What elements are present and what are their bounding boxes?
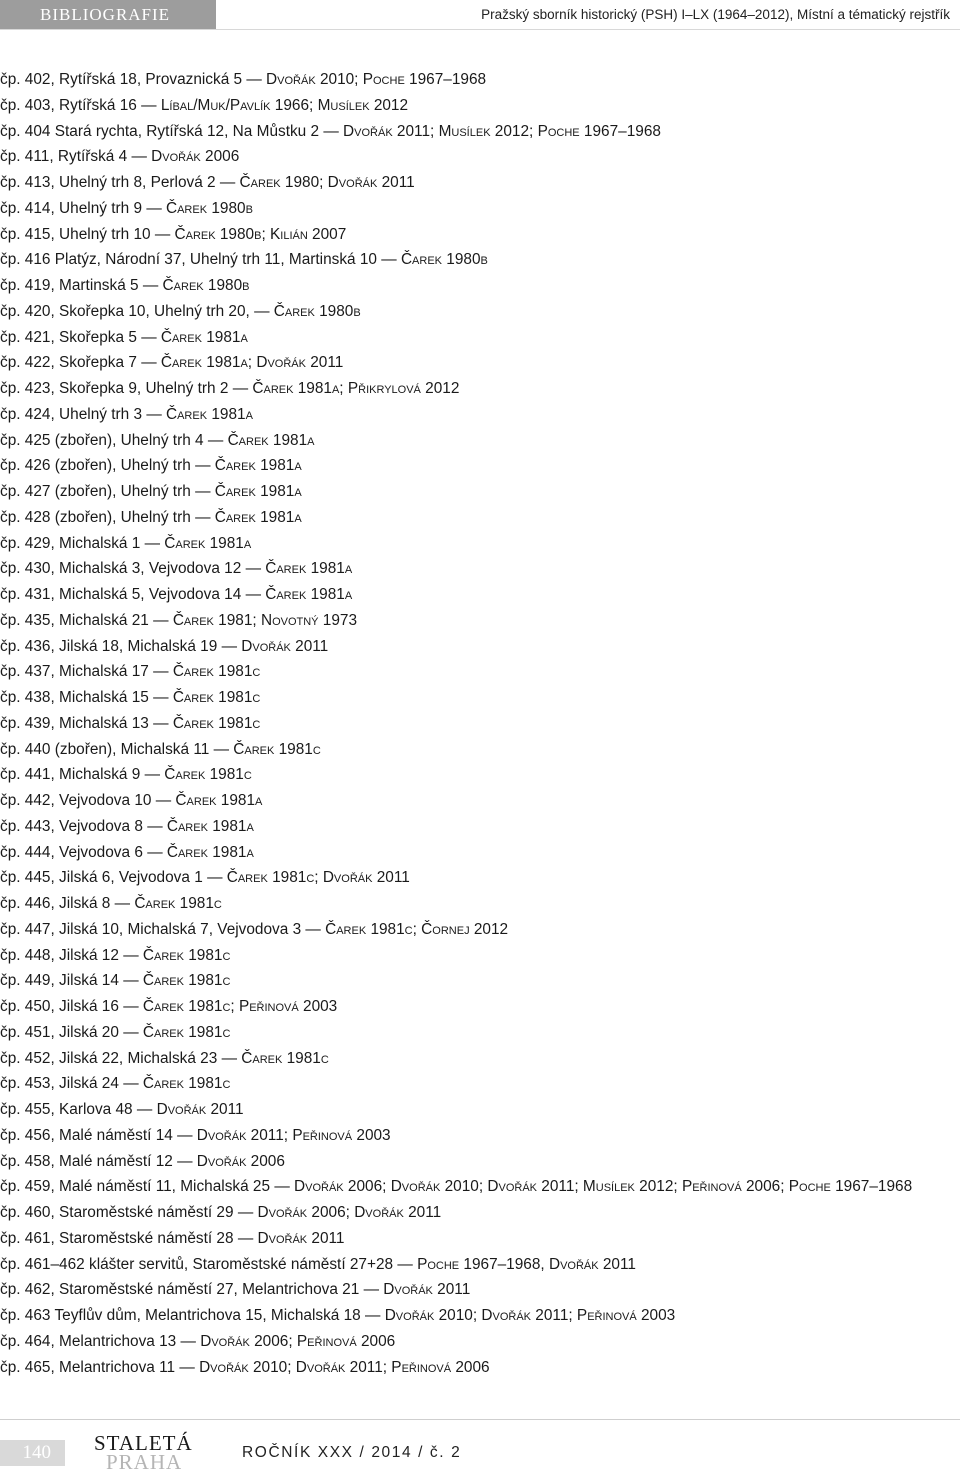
logo-line-praha: PRAHA xyxy=(106,1450,183,1474)
entry-sources: Dvořák 2006; Peřinová 2006 xyxy=(200,1332,396,1350)
entry-location: čp. 444, Vejvodova 6 xyxy=(0,843,143,861)
entry-dash: — xyxy=(123,972,139,990)
entry-dash: — xyxy=(245,560,261,578)
index-entry xyxy=(0,609,357,633)
entry-dash: — xyxy=(144,766,160,784)
entry-location: čp. 453, Jilská 24 xyxy=(0,1075,119,1093)
entry-location: čp. 459, Malé náměstí 11, Michalská 25 xyxy=(0,1178,271,1196)
entry-location: čp. 426 (zbořen), Uhelný trh xyxy=(0,457,191,475)
index-entry xyxy=(0,1175,912,1199)
entry-location: čp. 461, Staroměstské náměstí 28 xyxy=(0,1229,234,1247)
entry-dash: — xyxy=(179,1358,195,1376)
index-entry xyxy=(0,377,459,401)
entry-location: čp. 423, Skořepka 9, Uhelný trh 2 xyxy=(0,380,229,397)
section-label: BIBLIOGRAFIE xyxy=(0,0,216,29)
entry-dash: — xyxy=(131,148,147,166)
entry-dash: — xyxy=(123,1075,139,1093)
entry-sources: Čarek 1981a xyxy=(227,431,315,449)
entry-location: čp. 411, Rytířská 4 xyxy=(0,148,128,166)
entry-sources: Dvořák 2010; Dvořák 2011; Peřinová 2003 xyxy=(384,1307,676,1324)
entry-dash: — xyxy=(237,1229,254,1247)
entry-dash: — xyxy=(363,1281,379,1299)
entry-location: čp. 416 Platýz, Národní 37, Uhelný trh 11, Martinská 10 xyxy=(0,251,377,269)
entry-location: čp. 461–462 klášter servitů, Staroměstské náměstí 27+28 xyxy=(0,1255,394,1273)
index-entry xyxy=(0,532,251,556)
entry-dash: — xyxy=(144,534,160,552)
entry-location: čp. 451, Jilská 20 xyxy=(0,1023,119,1041)
entry-sources: Poche 1967–1968, Dvořák 2011 xyxy=(417,1255,636,1273)
page-number: 140 xyxy=(0,1440,65,1466)
entry-sources: Dvořák 2010; Dvořák 2011; Peřinová 2006 xyxy=(199,1358,490,1376)
index-entry xyxy=(0,274,249,298)
index-entry xyxy=(0,1072,230,1096)
entry-dash: — xyxy=(177,1126,193,1144)
entry-location: čp. 442, Vejvodova 10 xyxy=(0,792,152,809)
entry-sources: Čarek 1981c xyxy=(142,972,231,990)
entry-location: čp. 419, Martinská 5 xyxy=(0,277,139,294)
index-entry xyxy=(0,171,415,195)
index-entry xyxy=(0,892,222,916)
entry-sources: Čarek 1981a xyxy=(164,534,252,552)
entry-dash: — xyxy=(221,637,237,655)
entry-dash: — xyxy=(123,998,139,1015)
entry-dash: — xyxy=(323,122,339,140)
entry-sources: Čarek 1981a xyxy=(214,457,302,475)
entry-sources: Čarek 1980b xyxy=(400,251,488,269)
entry-location: čp. 458, Malé náměstí 12 xyxy=(0,1152,173,1170)
entry-dash: — xyxy=(123,1023,139,1041)
entry-sources: Čarek 1980; Dvořák 2011 xyxy=(239,174,415,191)
entry-dash: — xyxy=(141,96,157,114)
entry-location: čp. 443, Vejvodova 8 xyxy=(0,817,143,835)
index-entry xyxy=(0,300,361,324)
entry-location: čp. 429, Michalská 1 xyxy=(0,534,141,552)
entry-location: čp. 424, Uhelný trh 3 xyxy=(0,405,143,423)
entry-dash: — xyxy=(195,457,211,475)
entry-sources: Dvořák 2006 xyxy=(151,148,240,166)
index-entry xyxy=(0,403,253,427)
entry-dash: — xyxy=(237,1204,254,1221)
index-entry xyxy=(0,351,343,375)
entry-sources: Čarek 1981a xyxy=(166,843,254,861)
entry-sources: Čarek 1981c; Dvořák 2011 xyxy=(226,869,410,887)
entry-dash: — xyxy=(381,251,397,269)
entry-sources: Dvořák 2006; Dvořák 2011 xyxy=(257,1204,442,1221)
entry-location: čp. 440 (zbořen), Michalská 11 xyxy=(0,740,210,758)
entry-dash: — xyxy=(177,1152,193,1170)
index-entry xyxy=(0,197,253,221)
issue-label: ROČNÍK XXX / 2014 / č. 2 xyxy=(242,1444,462,1461)
index-entry xyxy=(0,815,254,839)
entry-location: čp. 431, Michalská 5, Vejvodova 14 xyxy=(0,586,242,603)
entry-location: čp. 439, Michalská 13 xyxy=(0,714,149,732)
entry-location: čp. 447, Jilská 10, Michalská 7, Vejvodova 3 xyxy=(0,920,302,938)
header-bar xyxy=(0,0,960,30)
entry-sources: Čarek 1981c xyxy=(142,1023,231,1041)
entry-sources: Dvořák 2011; Peřinová 2003 xyxy=(196,1126,391,1144)
index-entry xyxy=(0,429,314,453)
entry-sources: Čarek 1981a xyxy=(175,792,263,809)
entry-dash: — xyxy=(141,354,157,372)
entry-location: čp. 421, Skořepka 5 xyxy=(0,328,137,346)
running-title: Pražský sborník historický (PSH) I–LX (1964–2012), Místní a tématický rejstřík xyxy=(481,7,950,22)
entry-location: čp. 425 (zbořen), Uhelný trh 4 xyxy=(0,431,204,449)
entry-sources: Dvořák 2010; Poche 1967–1968 xyxy=(266,71,487,88)
entry-dash: — xyxy=(146,405,162,423)
entry-dash: — xyxy=(195,508,211,526)
entry-location: čp. 441, Michalská 9 xyxy=(0,766,141,784)
entry-sources: Čarek 1981c xyxy=(142,946,231,964)
entry-dash: — xyxy=(246,71,262,88)
index-entry xyxy=(0,1150,285,1174)
entry-dash: — xyxy=(136,1101,153,1118)
entry-sources: Čarek 1980b xyxy=(165,199,253,217)
entry-sources: Čarek 1981a xyxy=(265,560,353,578)
entry-sources: Dvořák 2011 xyxy=(241,637,329,655)
entry-sources: Čarek 1981a xyxy=(214,483,302,500)
entry-dash: — xyxy=(114,895,131,912)
entry-location: čp. 414, Uhelný trh 9 xyxy=(0,199,143,217)
index-entry xyxy=(0,326,248,350)
entry-location: čp. 402, Rytířská 18, Provaznická 5 xyxy=(0,71,243,88)
entry-location: čp. 413, Uhelný trh 8, Perlová 2 xyxy=(0,174,216,191)
entry-location: čp. 430, Michalská 3, Vejvodova 12 xyxy=(0,560,242,578)
entry-dash: — xyxy=(153,663,169,681)
entry-sources: Čarek 1981c xyxy=(172,689,261,706)
index-entry xyxy=(0,1021,230,1045)
entry-sources: Čarek 1981c; Peřinová 2003 xyxy=(142,998,338,1015)
index-entry xyxy=(0,969,230,993)
entry-sources: Čarek 1981a xyxy=(265,586,353,603)
entry-location: čp. 460, Staroměstské náměstí 29 xyxy=(0,1204,234,1221)
index-entry xyxy=(0,145,239,169)
entry-location: čp. 446, Jilská 8 xyxy=(0,895,111,912)
entry-dash: — xyxy=(147,817,163,835)
entry-sources: Čarek 1980b; Kilián 2007 xyxy=(174,225,347,243)
entry-location: čp. 456, Malé náměstí 14 xyxy=(0,1126,173,1144)
entry-sources: Čarek 1981a xyxy=(166,817,254,835)
entry-dash: — xyxy=(155,792,172,809)
entry-sources: Čarek 1981c xyxy=(172,663,261,681)
index-entry xyxy=(0,635,328,659)
entry-location: čp. 464, Melantrichova 13 xyxy=(0,1332,177,1350)
index-entry xyxy=(0,120,661,144)
entry-sources: Dvořák 2011; Musílek 2012; Poche 1967–1968 xyxy=(343,122,661,140)
index-entry xyxy=(0,1330,395,1354)
index-entry xyxy=(0,944,230,968)
entry-sources: Líbal/Muk/Pavlík 1966; Musílek 2012 xyxy=(160,96,409,114)
index-entry xyxy=(0,841,254,865)
entry-location: čp. 449, Jilská 14 xyxy=(0,972,119,990)
index-entry xyxy=(0,763,252,787)
index-entry xyxy=(0,480,302,504)
entry-sources: Čarek 1981c; Čornej 2012 xyxy=(325,920,509,938)
index-entry xyxy=(0,660,260,684)
entry-dash: — xyxy=(305,920,321,938)
index-entry xyxy=(0,1253,636,1277)
index-entry xyxy=(0,506,302,530)
entry-sources: Dvořák 2011 xyxy=(156,1101,244,1118)
staleta-praha-logo xyxy=(94,1432,220,1472)
entry-location: čp. 427 (zbořen), Uhelný trh xyxy=(0,483,191,500)
footer-divider xyxy=(0,1419,960,1420)
entry-dash: — xyxy=(232,380,249,397)
entry-sources: Čarek 1981c xyxy=(241,1049,329,1067)
index-entry xyxy=(0,248,488,272)
index-entry xyxy=(0,866,410,890)
entry-location: čp. 462, Staroměstské náměstí 27, Melantrichova 21 xyxy=(0,1281,360,1299)
index-entry xyxy=(0,557,352,581)
index-entry xyxy=(0,1201,441,1225)
entry-sources: Dvořák 2006; Dvořák 2010; Dvořák 2011; Musílek 2012; Peřinová 2006; Poche 1967–1968 xyxy=(294,1178,913,1196)
index-entry xyxy=(0,94,408,118)
entry-sources: Čarek 1981c xyxy=(233,740,321,758)
entry-dash: — xyxy=(207,869,223,887)
entry-sources: Čarek 1981a xyxy=(214,508,302,526)
entry-sources: Čarek 1980b xyxy=(162,277,250,294)
entry-sources: Čarek 1981a xyxy=(160,328,248,346)
entry-location: čp. 455, Karlova 48 xyxy=(0,1101,133,1118)
entry-location: čp. 422, Skořepka 7 xyxy=(0,354,137,372)
entry-location: čp. 420, Skořepka 10, Uhelný trh 20, xyxy=(0,302,250,320)
entry-dash: — xyxy=(245,586,261,603)
entry-sources: Dvořák 2006 xyxy=(196,1152,285,1170)
index-entry xyxy=(0,738,321,762)
entry-dash: — xyxy=(254,302,270,320)
entry-location: čp. 463 Teyflův dům, Melantrichova 15, Michalská 18 xyxy=(0,1307,361,1324)
entry-location: čp. 445, Jilská 6, Vejvodova 1 xyxy=(0,869,203,887)
index-entry xyxy=(0,454,302,478)
index-entry xyxy=(0,712,260,736)
entry-dash: — xyxy=(123,946,139,964)
entry-sources: Dvořák 2011 xyxy=(257,1229,345,1247)
entry-location: čp. 428 (zbořen), Uhelný trh xyxy=(0,508,191,526)
entry-dash: — xyxy=(180,1332,196,1350)
index-entry xyxy=(0,68,486,92)
entry-dash: — xyxy=(146,199,162,217)
entry-sources: Čarek 1981c xyxy=(164,766,252,784)
index-entry xyxy=(0,583,352,607)
entry-dash: — xyxy=(142,277,159,294)
index-entry xyxy=(0,1227,345,1251)
entry-dash: — xyxy=(195,483,211,500)
entry-dash: — xyxy=(397,1255,413,1273)
entry-sources: Dvořák 2011 xyxy=(383,1281,471,1299)
entry-dash: — xyxy=(147,843,163,861)
entry-location: čp. 465, Melantrichova 11 xyxy=(0,1358,176,1376)
entry-location: čp. 436, Jilská 18, Michalská 19 xyxy=(0,637,218,655)
logo-line-staleta: STALETÁ xyxy=(94,1431,193,1455)
index-entry xyxy=(0,223,346,247)
index-entry xyxy=(0,1356,490,1380)
entry-dash: — xyxy=(153,714,169,732)
index-entry xyxy=(0,995,337,1019)
entry-location: čp. 435, Michalská 21 xyxy=(0,611,149,629)
entry-dash: — xyxy=(154,225,171,243)
entry-location: čp. 404 Stará rychta, Rytířská 12, Na Můstku 2 xyxy=(0,122,320,140)
entry-dash: — xyxy=(153,689,169,706)
entry-sources: Čarek 1981a; Dvořák 2011 xyxy=(160,354,344,372)
entry-sources: Čarek 1981a xyxy=(165,405,253,423)
entry-dash: — xyxy=(207,431,224,449)
entry-sources: Čarek 1980b xyxy=(273,302,361,320)
entry-location: čp. 415, Uhelný trh 10 xyxy=(0,225,151,243)
entry-dash: — xyxy=(213,740,229,758)
index-entry xyxy=(0,918,508,942)
entry-sources: Čarek 1981a; Přikrylová 2012 xyxy=(252,380,460,397)
entry-sources: Čarek 1981c xyxy=(134,895,222,912)
entry-location: čp. 437, Michalská 17 xyxy=(0,663,149,681)
entry-dash: — xyxy=(153,611,169,629)
entry-sources: Čarek 1981; Novotný 1973 xyxy=(172,611,358,629)
index-entry xyxy=(0,789,262,813)
entry-sources: Čarek 1981c xyxy=(172,714,261,732)
index-entry xyxy=(0,1124,391,1148)
index-entry xyxy=(0,1098,244,1122)
entry-sources: Čarek 1981c xyxy=(142,1075,231,1093)
index-entry xyxy=(0,1047,329,1071)
entry-dash: — xyxy=(219,174,236,191)
entry-dash: — xyxy=(274,1178,290,1196)
entry-location: čp. 403, Rytířská 16 xyxy=(0,96,137,114)
entry-location: čp. 448, Jilská 12 xyxy=(0,946,119,964)
index-entry xyxy=(0,1304,675,1328)
entry-dash: — xyxy=(221,1049,237,1067)
entry-dash: — xyxy=(365,1307,381,1324)
entry-dash: — xyxy=(141,328,157,346)
index-entry xyxy=(0,686,260,710)
index-entry xyxy=(0,1278,470,1302)
entry-location: čp. 450, Jilská 16 xyxy=(0,998,119,1015)
entry-location: čp. 452, Jilská 22, Michalská 23 xyxy=(0,1049,218,1067)
entry-location: čp. 438, Michalská 15 xyxy=(0,689,149,706)
